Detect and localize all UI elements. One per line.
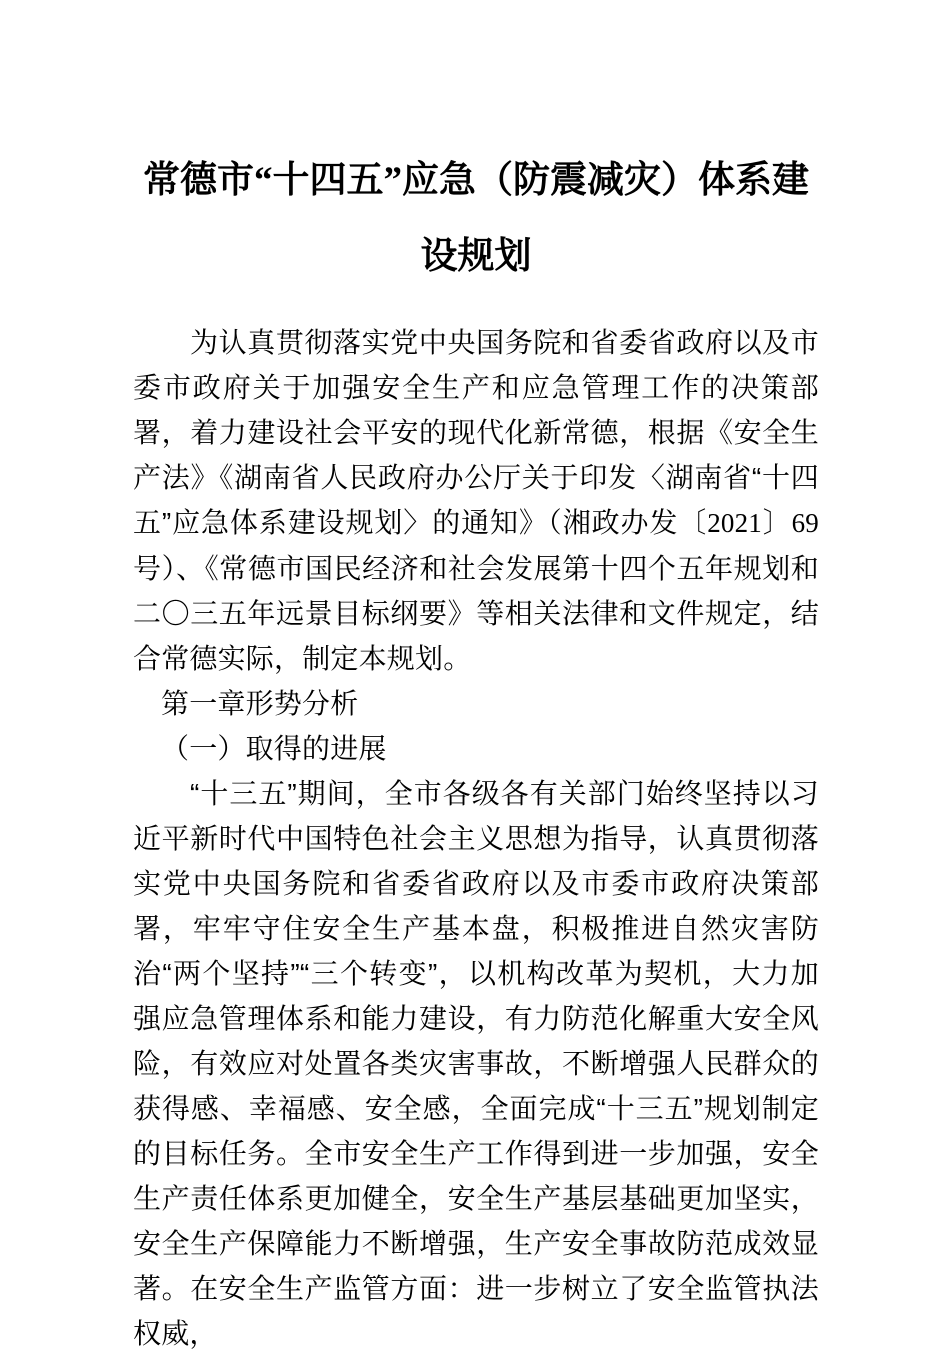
preamble-run-1: 为认真贯彻落实党中央国务院和省委省政府以及市委市政府关于加强安全生产和应急管理工作的决策部署，着力建设社会平安的现代化新常德，根据《安全生产法》《湖南省人民政府办公厅关于印发〈湖南省“十四五”应急体系建设规划〉的通知》（湘政办发〔 [133,327,819,538]
paragraph-progress-body: “十三五”期间，全市各级各有关部门始终坚持以习近平新时代中国特色社会主义思想为指导，认真贯彻落实党中央国务院和省委省政府以及市委市政府决策部署，牢牢守住安全生产基本盘，积极推进自然灾害防治“两个坚持”“三个转变”，以机构改革为契机，大力加强应急管理体系和能力建设，有力防范化解重大安全风险，有效应对处置各类灾害事故，不断增强人民群众的获得感、幸福感、安全感，全面完成“十三五”规划制定的目标任务。全市安全生产工作得到进一步加强，安全生产责任体系更加健全，安全生产基层基础更加坚实，安全生产保障能力不断增强，生产安全事故防范成效显著。在安全生产监管方面：进一步树立了安全监管执法权威， [133,778,819,1349]
preamble-run-2: 〕 [762,507,792,538]
paragraph-preamble [133,320,819,681]
heading-chapter-one: 第一章形势分析 [161,688,359,719]
heading-section-one: （一）取得的进展 [161,733,387,764]
preamble-year-2021: 2021 [707,508,762,538]
preamble-doc-number: 69 [791,508,820,538]
preamble-run-3: 号）、《常德市国民经济和社会发展第十四个五年规划和二〇三五年远景目标纲要》等相关法律和文件规定，结合常德实际，制定本规划。 [133,553,819,674]
page-title-line-2: 设规划 [420,236,532,277]
page-title [133,143,819,295]
document-body [133,320,819,1356]
page-title-line-1: 常德市“十四五”应急（防震减灾）体系建 [143,160,809,201]
